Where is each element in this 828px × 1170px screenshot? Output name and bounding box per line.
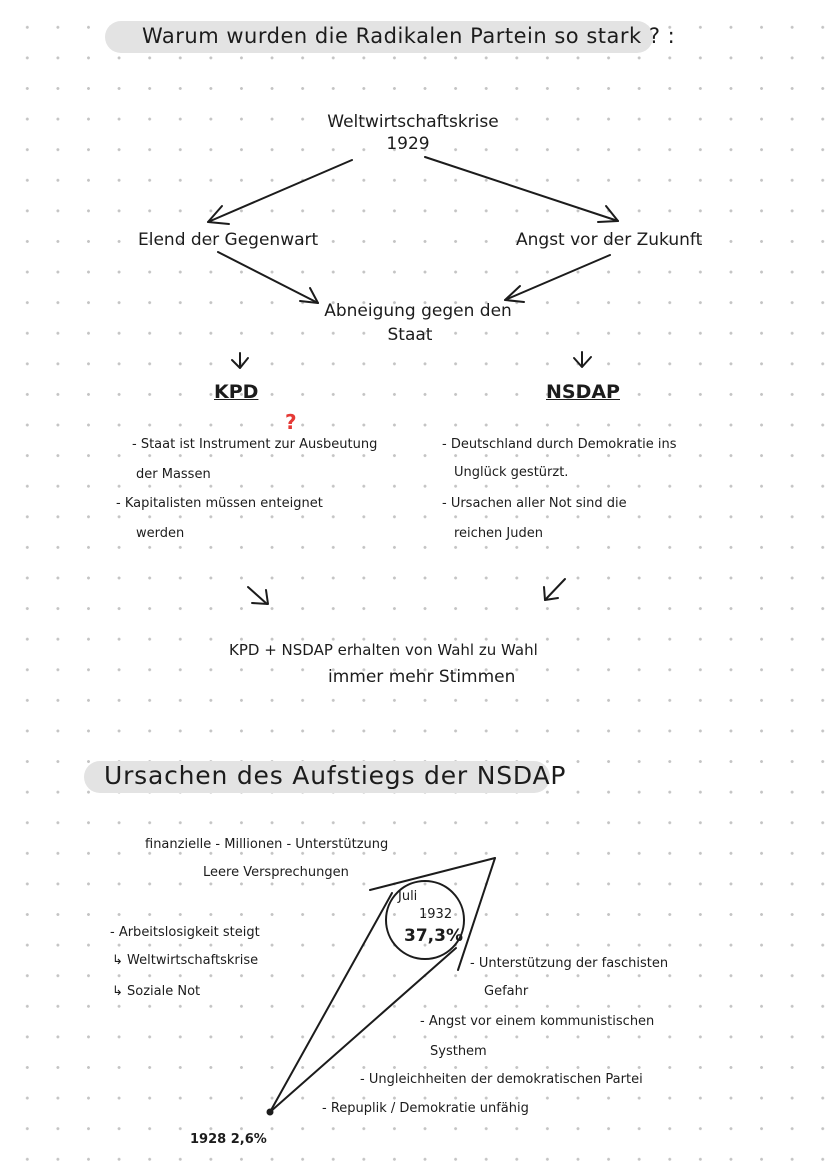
nsdap-heading: NSDAP bbox=[546, 381, 620, 403]
right-note-2-line2: Systhem bbox=[430, 1044, 487, 1059]
section2-title: Ursachen des Aufstiegs der NSDAP bbox=[104, 761, 567, 790]
left-note-1: - Arbeitslosigkeit steigt bbox=[110, 925, 260, 940]
kpd-point-2-line2: werden bbox=[136, 526, 185, 541]
promises-note: Leere Versprechungen bbox=[203, 865, 349, 880]
peak-value: 37,3% bbox=[404, 926, 463, 946]
root-node-year: 1929 bbox=[386, 134, 430, 154]
nsdap-point-2-line1: - Ursachen aller Not sind die bbox=[442, 496, 627, 511]
left-note-2: ↳ Weltwirtschaftskrise bbox=[112, 953, 259, 968]
right-note-2-line1: - Angst vor einem kommunistischen bbox=[420, 1014, 655, 1029]
wedge-origin-dot bbox=[267, 1109, 274, 1116]
start-value-label: 1928 2,6% bbox=[190, 1132, 267, 1147]
left-note-3: ↳ Soziale Not bbox=[112, 984, 201, 999]
funding-note: finanzielle - Millionen - Unterstützung bbox=[145, 837, 389, 852]
nsdap-point-2-line2: reichen Juden bbox=[454, 526, 543, 541]
left-branch-label: Elend der Gegenwart bbox=[138, 230, 319, 250]
arrow-right-merge bbox=[505, 255, 610, 300]
right-note-1-line1: - Unterstützung der faschisten bbox=[470, 956, 669, 971]
result-line1: KPD + NSDAP erhalten von Wahl zu Wahl bbox=[229, 641, 538, 659]
root-node-label: Weltwirtschaftskrise bbox=[327, 112, 499, 132]
merge-node-line2: Staat bbox=[387, 325, 433, 345]
right-branch-label: Angst vor der Zukunft bbox=[516, 230, 703, 250]
arrow-left-merge bbox=[218, 252, 318, 303]
question-mark-icon: ? bbox=[285, 410, 297, 434]
kpd-heading: KPD bbox=[214, 381, 259, 403]
right-note-1-line2: Gefahr bbox=[484, 984, 529, 999]
nsdap-point-1-line1: - Deutschland durch Demokratie ins bbox=[442, 437, 677, 452]
arrow-kpd-result bbox=[248, 587, 267, 604]
arrow-root-left bbox=[208, 160, 352, 222]
right-note-3: - Ungleichheiten der demokratischen Partei bbox=[360, 1072, 643, 1087]
kpd-point-1-line1: - Staat ist Instrument zur Ausbeutung bbox=[132, 437, 378, 452]
kpd-point-1-line2: der Massen bbox=[136, 467, 211, 482]
kpd-point-2-line1: - Kapitalisten müssen enteignet bbox=[116, 496, 323, 511]
arrow-nsdap-result bbox=[545, 579, 565, 600]
result-line2: immer mehr Stimmen bbox=[328, 667, 516, 687]
arrow-root-right bbox=[425, 157, 618, 221]
merge-node-line1: Abneigung gegen den bbox=[324, 301, 512, 321]
page-title: Warum wurden die Radikalen Partein so stark ? : bbox=[142, 24, 676, 48]
peak-year: 1932 bbox=[419, 907, 453, 922]
peak-month: Juli bbox=[398, 889, 418, 904]
wedge-top-line bbox=[370, 858, 495, 890]
right-note-4: - Repuplik / Demokratie unfähig bbox=[322, 1101, 529, 1116]
nsdap-point-1-line2: Unglück gestürzt. bbox=[454, 465, 569, 480]
